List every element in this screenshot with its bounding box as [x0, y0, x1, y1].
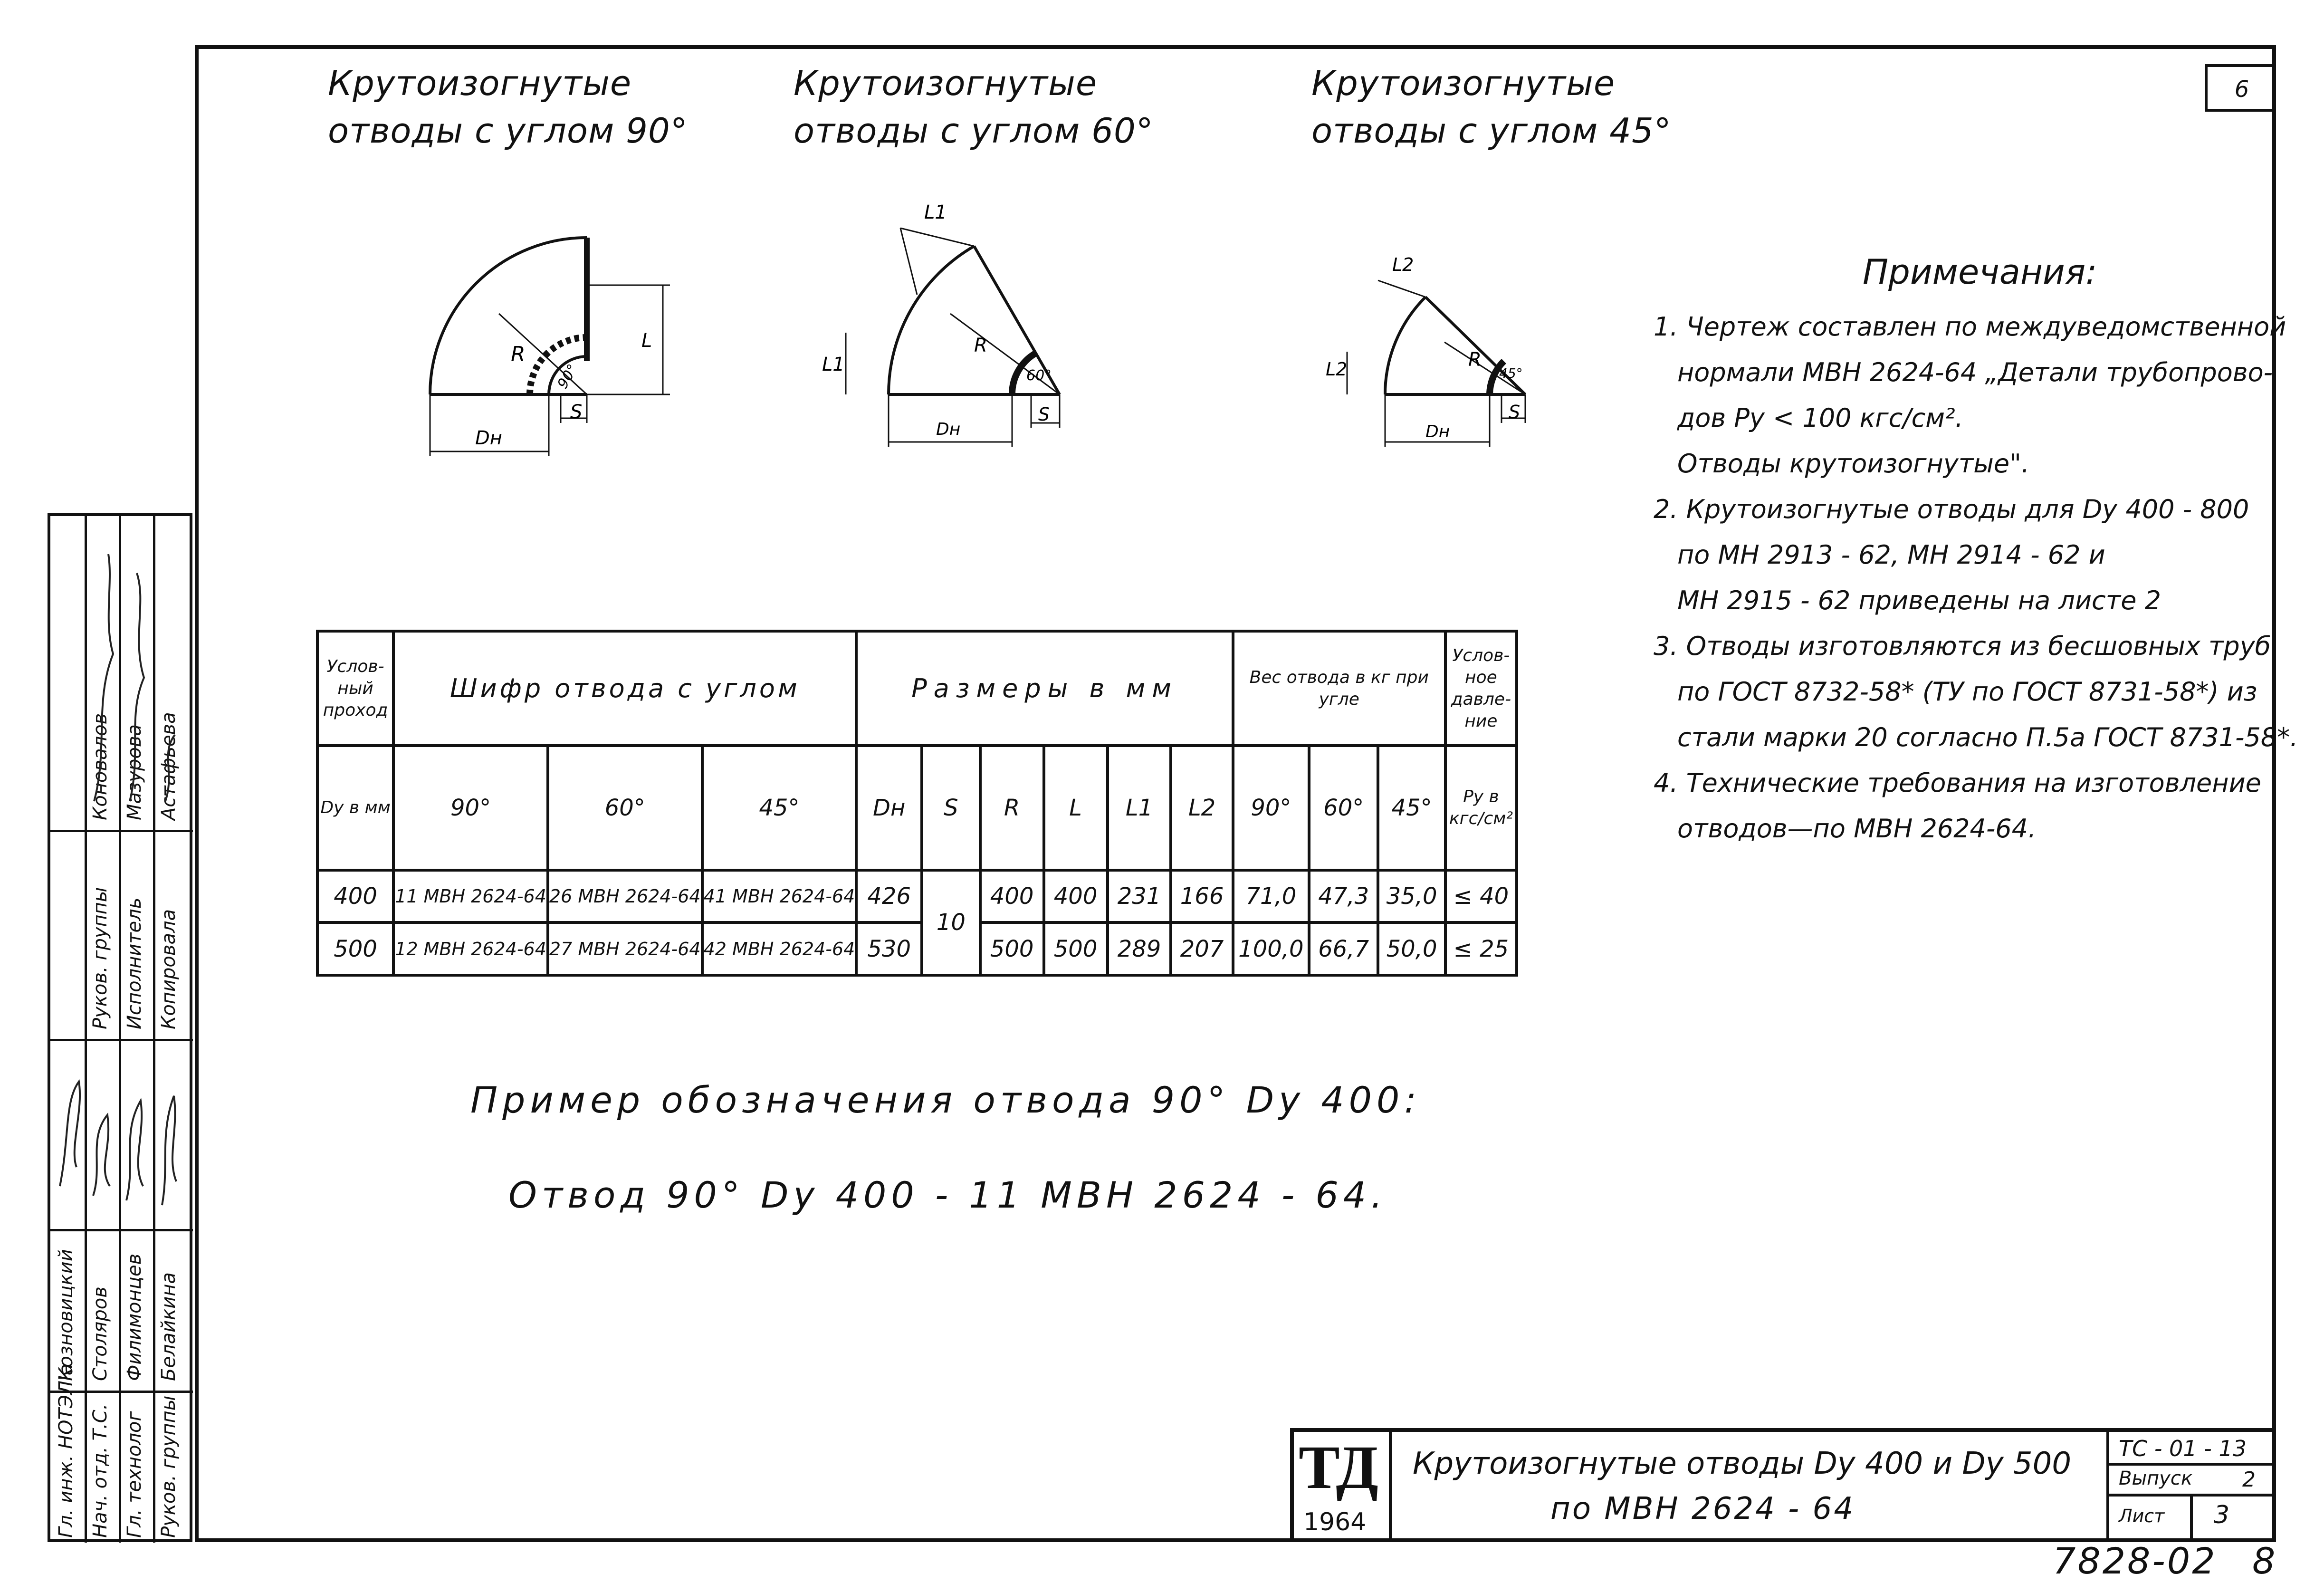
title-45 [1311, 59, 1672, 154]
stamp-sheet: 3 [2214, 1501, 2230, 1529]
note-line: дов Py < 100 кгс/см². [1677, 403, 1963, 433]
td-logo: ТД [1299, 1433, 1378, 1502]
cell-py: ≤ 25 [1445, 922, 1517, 975]
sig-name: Белайкина [158, 1272, 180, 1381]
stamp-year: 1964 [1303, 1508, 1367, 1536]
note-line: по ГОСТ 8732-58* (ТУ по ГОСТ 8731-58*) из [1677, 677, 2257, 707]
th-l2: L2 [1171, 746, 1233, 870]
th-s: S [922, 746, 980, 870]
note-line: 2. Крутоизогнутые отводы для Dy 400 - 800 [1654, 494, 2249, 524]
sig-name: Астафьева [158, 712, 180, 820]
title-90-line1: Крутоизогнутые [328, 63, 632, 103]
stamp-code: ТС - 01 - 13 [2119, 1436, 2247, 1461]
th-pressure: Услов-ное давле-ние [1445, 631, 1517, 746]
handwritten-signatures-upper [85, 535, 193, 820]
sig-role: Копировала [158, 909, 180, 1029]
th-l: L [1044, 746, 1108, 870]
note-line: 1. Чертеж составлен по междуведомственной [1654, 312, 2286, 342]
cell-code-60: 26 МВН 2624-64 [548, 870, 702, 923]
cell-l2: 207 [1171, 922, 1233, 975]
cell-l: 400 [1044, 870, 1108, 923]
cell-dn: 426 [856, 870, 922, 923]
th-conditional-passage: Услов-ный проход [317, 631, 393, 746]
elbow-45-drawing [1321, 223, 1587, 470]
elbow-90-drawing [404, 204, 698, 499]
title-45-line1: Крутоизогнутые [1311, 63, 1616, 103]
sig-role: Гл. технолог [124, 1411, 145, 1538]
elbow-45-l2-top-label: L2 [1392, 254, 1414, 275]
th-dy: Dy в мм [317, 746, 393, 870]
th-weight: Вес отвода в кг при угле [1233, 631, 1445, 746]
stamp-issue-label: Выпуск [2119, 1468, 2192, 1489]
stamp-sheet-label: Лист [2119, 1506, 2165, 1526]
elbow-90-s-label: S [570, 401, 583, 423]
title-45-line2: отводы с углом 45° [1311, 111, 1672, 151]
th-r: R [980, 746, 1044, 870]
table-row [317, 922, 1517, 975]
sig-role: Исполнитель [124, 897, 145, 1029]
elbow-60-dn-label: Dн [936, 420, 961, 439]
stamp-issue: 2 [2242, 1468, 2256, 1492]
cell-dn: 530 [856, 922, 922, 975]
sig-role: Нач. отд. Т.С. [89, 1403, 111, 1538]
title-60-line2: отводы с углом 60° [794, 111, 1154, 151]
elbow-60-l1-top-label: L1 [924, 201, 947, 223]
elbow-45-l2-side-label: L2 [1326, 359, 1348, 380]
cell-dy: 400 [317, 870, 393, 923]
table-row [317, 870, 1517, 923]
elbow-90-l-label: L [641, 330, 652, 352]
cell-code-45: 41 МВН 2624-64 [702, 870, 857, 923]
cell-code-90: 11 МВН 2624-64 [393, 870, 548, 923]
stamp-title-line2: по МВН 2624 - 64 [1550, 1491, 1855, 1526]
cell-l1: 289 [1108, 922, 1171, 975]
cell-l1: 231 [1108, 870, 1171, 923]
note-line: стали марки 20 согласно П.5а ГОСТ 8731-58*. [1677, 722, 2298, 752]
sig-name: Столяров [89, 1286, 111, 1381]
note-line: Отводы крутоизогнутые". [1677, 449, 2030, 479]
archive-number: 7828-02 [2053, 1540, 2217, 1582]
cell-w60: 66,7 [1309, 922, 1378, 975]
stamp-title-line1: Крутоизогнутые отводы Dy 400 и Dy 500 [1413, 1446, 2072, 1481]
note-line: отводов—по МВН 2624-64. [1677, 814, 2037, 844]
note-line: МН 2915 - 62 приведены на листе 2 [1677, 585, 2161, 615]
example-heading: Пример обозначения отвода 90° Dy 400: [470, 1079, 1421, 1121]
elbow-60-drawing [808, 190, 1102, 466]
sig-name: Филимонцев [124, 1253, 145, 1381]
cell-r: 400 [980, 870, 1044, 923]
cell-w45: 50,0 [1378, 922, 1445, 975]
cell-r: 500 [980, 922, 1044, 975]
logo-box [1294, 1432, 1392, 1538]
sig-role: Гл. инж. НОТЭЛ'а [55, 1363, 77, 1538]
sig-role: Руков. группы [89, 887, 111, 1029]
elbow-60-l1-side-label: L1 [822, 354, 845, 375]
spec-table [316, 630, 1518, 977]
stamp-right-box [2106, 1432, 2276, 1538]
th-angle-60: 60° [548, 746, 702, 870]
th-code: Шифр отвода с углом [393, 631, 856, 746]
cell-w90: 71,0 [1233, 870, 1309, 923]
table-subheader-row [317, 746, 1517, 870]
title-90 [328, 59, 688, 154]
table-header-row [317, 631, 1517, 746]
title-60-line1: Крутоизогнутые [794, 63, 1098, 103]
th-angle-45: 45° [702, 746, 857, 870]
elbow-60-angle-label: 60° [1026, 367, 1052, 384]
th-dimensions: Размеры в мм [856, 631, 1233, 746]
note-line: нормали МВН 2624-64 „Детали трубопрово- [1677, 357, 2273, 387]
cell-code-45: 42 МВН 2624-64 [702, 922, 857, 975]
cell-w90: 100,0 [1233, 922, 1309, 975]
elbow-45-dn-label: Dн [1425, 422, 1450, 441]
elbow-45-angle-label: 45° [1499, 365, 1523, 381]
notes-heading: Примечания: [1863, 252, 2097, 292]
cell-code-90: 12 МВН 2624-64 [393, 922, 548, 975]
th-l1: L1 [1108, 746, 1171, 870]
note-line: 3. Отводы изготовляются из бесшовных труб [1654, 631, 2271, 661]
elbow-45-r-label: R [1468, 349, 1482, 371]
th-py: Py в кгс/см² [1445, 746, 1517, 870]
th-dn: Dн [856, 746, 922, 870]
elbow-60-r-label: R [974, 335, 987, 356]
th-w-60: 60° [1309, 746, 1378, 870]
th-w-90: 90° [1233, 746, 1309, 870]
cell-code-60: 27 МВН 2624-64 [548, 922, 702, 975]
sig-role: Руков. группы [158, 1395, 180, 1538]
example-designation: Отвод 90° Dy 400 - 11 МВН 2624 - 64. [508, 1174, 1387, 1216]
archive-page: 8 [2252, 1540, 2276, 1582]
elbow-90-dn-label: Dн [475, 427, 502, 449]
notes-block [1654, 304, 2298, 852]
elbow-60-s-label: S [1038, 404, 1050, 425]
th-angle-90: 90° [393, 746, 548, 870]
elbow-90-r-label: R [511, 342, 526, 366]
sig-name: Мазурова [124, 724, 145, 820]
th-w-45: 45° [1378, 746, 1445, 870]
cell-l: 500 [1044, 922, 1108, 975]
note-line: 4. Технические требования на изготовление [1654, 768, 2261, 798]
cell-py: ≤ 40 [1445, 870, 1517, 923]
note-line: по МН 2913 - 62, МН 2914 - 62 и [1677, 540, 2105, 570]
elbow-90-angle-label: 90° [554, 361, 582, 392]
sig-name: Козновицкий [55, 1249, 77, 1381]
cell-l2: 166 [1171, 870, 1233, 923]
sig-name: Коновалов [89, 713, 111, 820]
cell-dy: 500 [317, 922, 393, 975]
sheet-number: 6 [2205, 64, 2276, 112]
title-60 [794, 59, 1154, 154]
cell-s: 10 [922, 870, 980, 975]
handwritten-signatures-lower [50, 1044, 193, 1227]
signature-column [48, 513, 192, 1542]
elbow-45-s-label: S [1509, 402, 1521, 422]
cell-w60: 47,3 [1309, 870, 1378, 923]
title-block [1290, 1428, 2276, 1542]
cell-w45: 35,0 [1378, 870, 1445, 923]
title-90-line2: отводы с углом 90° [328, 111, 688, 151]
